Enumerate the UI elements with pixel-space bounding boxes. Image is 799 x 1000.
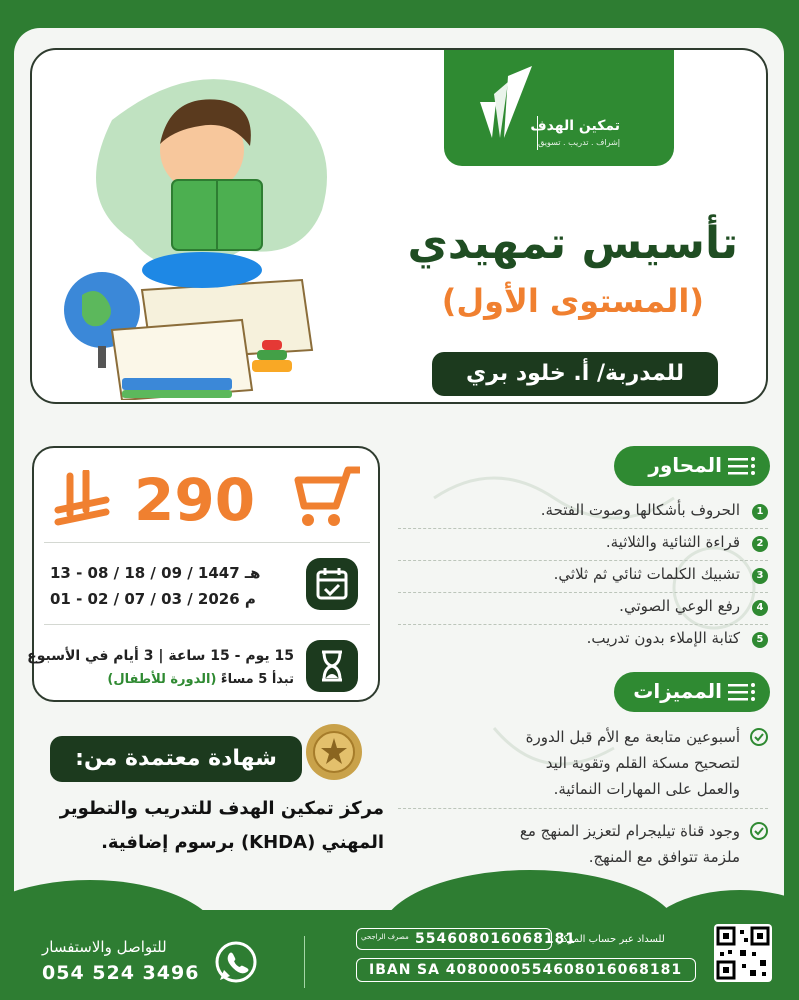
iban-box [356,958,696,982]
axis-item [398,500,768,526]
feature-line: ملزمة تتوافق مع المنهج. [588,848,740,866]
features-heading-label: المميزات [633,679,722,703]
axes-heading [614,446,770,486]
payment-label: للسداد عبر حساب المركز [558,934,665,945]
axis-divider [398,528,768,529]
feature-line: لتصحيح مسكة القلم وتقوية اليد [545,754,740,772]
certificate-heading: شهادة معتمدة من: [50,736,302,782]
trainer-badge: للمدربة/ أ. خلود بري [432,352,718,396]
axes-heading-label: المحاور [648,453,722,477]
axis-divider [398,560,768,561]
iban-label: IBAN [369,962,412,978]
child-reading-illustration [52,60,352,400]
axis-item [398,596,768,622]
account-number: 554608016068181 [415,931,577,947]
brand-tagline: إشراف . تدريب . تسويق [538,138,620,147]
qr-code-icon[interactable] [714,924,772,982]
whatsapp-icon[interactable] [214,940,258,984]
poster-frame [14,28,784,1000]
list-icon [728,457,756,475]
schedule-divider [44,624,370,625]
feature-divider [398,808,768,809]
axis-number: 3 [752,568,768,584]
riyal-currency-icon [50,470,114,526]
axis-divider [398,592,768,593]
certificate-seal-icon [304,722,364,782]
axis-number: 5 [752,632,768,648]
axis-item [398,564,768,590]
course-audience: (الدورة للأطفال) [107,672,217,687]
axis-item [398,628,768,654]
axis-divider [398,624,768,625]
iban-number: SA 4080000554608016068181 [417,962,683,978]
course-price: 290 [134,466,256,534]
hourglass-icon-box [306,640,358,692]
axis-number: 1 [752,504,768,520]
footer [0,910,799,1000]
gregorian-date: 01 - 02 / 07 / 03 / 2026 م [50,590,256,608]
check-icon [750,728,768,746]
brand-name: تمكين الهدف [530,118,620,134]
brand-logo-icon [474,62,534,142]
course-title: تأسيس تمهيدي [407,218,738,269]
price-divider [44,542,370,543]
axis-number: 2 [752,536,768,552]
course-start [107,672,294,687]
start-time: تبدأ 5 مساءً [220,672,294,687]
axis-text: كتابة الإملاء بدون تدريب. [586,629,740,647]
course-duration: 15 يوم - 15 ساعة | 3 أيام في الأسبوع [27,648,294,664]
feature-line: والعمل على المهارات النمائية. [553,780,740,798]
certificate-body: مركز تمكين الهدف للتدريب والتطوير المهني (KHDA) برسوم إضافية. [59,798,384,853]
brand-logo-tab [444,48,674,166]
feature-line: أسبوعين متابعة مع الأم قبل الدورة [525,728,740,746]
contact-label: للتواصل والاستفسار [42,938,167,956]
header-card [30,48,768,404]
axis-number: 4 [752,600,768,616]
feature-line: وجود قناة تيليجرام لتعزيز المنهج مع [519,822,740,840]
calendar-icon [306,558,358,610]
account-number-box [356,928,577,950]
axis-item [398,532,768,558]
axis-text: قراءة الثنائية والثلاثية. [605,533,740,551]
bank-name: مصرف الراجحي [361,933,409,941]
hijri-date: 13 - 08 / 18 / 09 / 1447 هـ [50,564,261,582]
list-icon [728,683,756,701]
footer-divider [304,936,305,988]
axis-text: رفع الوعي الصوتي. [619,597,740,615]
axis-text: تشبيك الكلمات ثنائي ثم ثلاثي. [553,565,740,583]
contact-phone[interactable]: 054 524 3496 [42,962,200,984]
course-level: (المستوى الأول) [441,282,704,320]
features-heading [614,672,770,712]
axis-text: الحروف بأشكالها وصوت الفتحة. [540,501,740,519]
price-card [27,446,380,702]
check-icon [750,822,768,840]
hourglass-icon [306,640,358,692]
calendar-icon-box [306,558,358,610]
shopping-cart-icon [294,462,364,532]
